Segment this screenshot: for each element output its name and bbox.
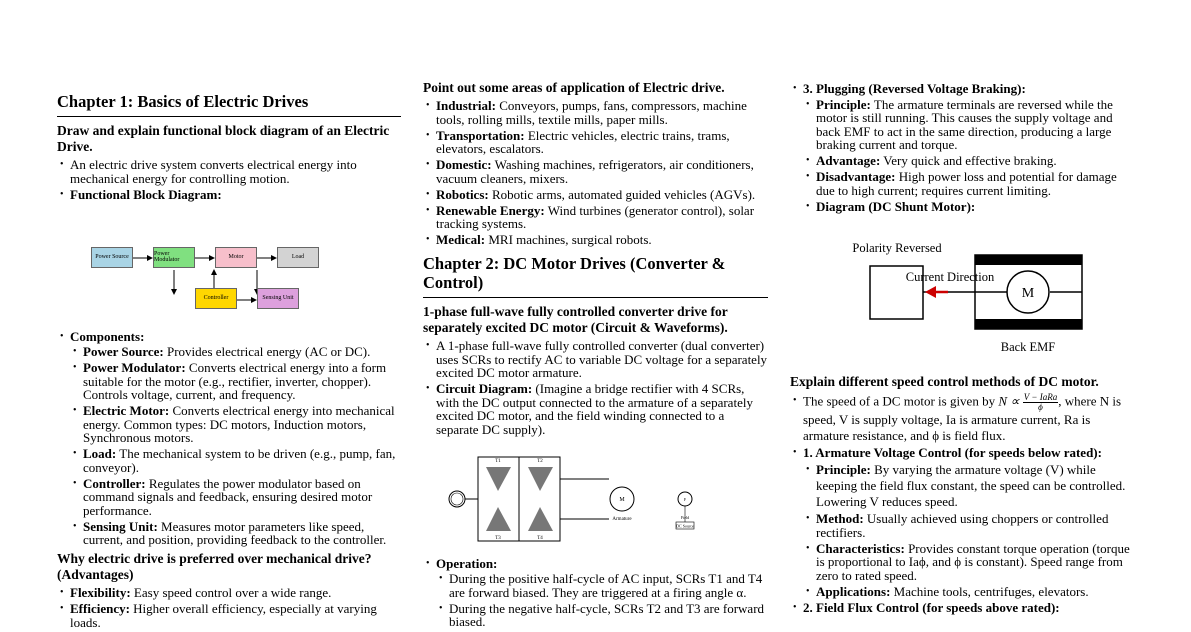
question-speed-control-title: Explain different speed control methods of DC motor. [790, 373, 1099, 389]
question-advantages-title: Why electric drive is preferred over mechanical drive? (Advantages) [57, 550, 372, 583]
label-back-emf: Back EMF [1000, 339, 1056, 354]
plugging-diagram [790, 216, 1136, 366]
scr-t2-icon [528, 467, 553, 491]
list-item: • Circuit Diagram: (Imagine a bridge rectifier with 4 SCRs, with the DC output connected to the armature of a separately excited DC motor, and the field winding connected to a separate DC supply). [423, 382, 768, 436]
plugging-circuit [790, 216, 1136, 366]
plugging-item: • Disadvantage: High power loss and potential for damage due to high current; requires current limiting. [803, 170, 1136, 197]
block-motor: Motor [215, 247, 257, 268]
component-item: • Sensing Unit: Measures motor parameters like speed, current, and position, providing feedback to the controller. [70, 520, 401, 547]
ac-source-icon [449, 491, 465, 507]
application-item: • Industrial: Conveyors, pumps, fans, compressors, machine tools, rolling mills, textile mills, paper mills. [423, 99, 768, 126]
list-item: • 1. Armature Voltage Control (for speeds below rated): • Principle: By varying the armature voltage (V) while keeping the field flux constant, the speed can be controlled. Lowering V reduces speed. • Method: Usually achieved using choppers or controlled rectifiers. • Characteristics: Provides constant torque operation (torque is proportional to Iaϕ, and ϕ is constant). Speed range from zero to rated speed. • Applications: Machine tools, centrifuges, elevators. [790, 446, 1136, 598]
component-item: • Load: The mechanical system to be driven (e.g., pump, fan, conveyor). [70, 447, 401, 474]
advantage-item: • Efficiency: Higher overall efficiency, especially at varying loads. [57, 602, 401, 629]
label-field: Field [680, 514, 690, 520]
list-item: • A 1-phase full-wave fully controlled converter (dual converter) uses SCRs to rectify AC to variable DC voltage for a separately excited DC motor armature. [423, 339, 768, 380]
label-t4: T4 [537, 535, 543, 541]
functional-block-diagram [57, 204, 401, 324]
block-controller: Controller [195, 288, 237, 309]
operation-item: • During the negative half-cycle, SCRs T2 and T3 are forward biased. [436, 602, 768, 629]
block-load: Load [277, 247, 319, 268]
label-t3: T3 [495, 535, 501, 541]
list-item: • Functional Block Diagram: [57, 188, 401, 202]
list-item: • 2. Field Flux Control (for speeds above rated): [790, 601, 1136, 615]
question-block-diagram-title: Draw and explain functional block diagram of an Electric Drive. [57, 122, 390, 155]
block-power-modulator: Power Modulator [153, 247, 195, 268]
component-item: • Power Modulator: Converts electrical energy into a form suitable for the motor (e.g., rectifier, inverter, chopper). Controls voltage, current, and frequency. [70, 361, 401, 402]
operation-item: • During the positive half-cycle of AC input, SCRs T1 and T4 are forward biased. They are triggered at a firing angle α. [436, 572, 768, 599]
application-item: • Robotics: Robotic arms, automated guided vehicles (AGVs). [423, 188, 768, 202]
label-polarity-reversed: Polarity Reversed [852, 240, 942, 255]
method-item: • Principle: By varying the armature voltage (V) while keeping the field flux constant, the speed can be controlled. Lowering V reduces speed. [803, 462, 1136, 510]
block-power-source: Power Source [91, 247, 133, 268]
label-armature: Armature [612, 516, 632, 522]
application-item: • Transportation: Electric vehicles, electric trains, trams, elevators, escalators. [423, 129, 768, 156]
application-item: • Domestic: Washing machines, refrigerators, air conditioners, vacuum cleaners, mixers. [423, 158, 768, 185]
label-motor-m: M [1021, 285, 1035, 301]
scr-t1-icon [486, 467, 511, 491]
method-item: • Characteristics: Provides constant torque operation (torque is proportional to Iaϕ, and ϕ is constant). Speed range from zero to rated speed. [803, 542, 1136, 583]
list-item: • An electric drive system converts electrical energy into mechanical energy for controlling motion. [57, 158, 401, 185]
list-item: • 3. Plugging (Reversed Voltage Braking): • Principle: The armature terminals are reversed while the motor is still running. This causes the supply voltage and back EMF to act in the same direction, producing a large braking current and torque. • Advantage: Very quick and effective braking. • Disadvantage: High power loss and potential for damage due to high current; requires current limiting. • Diagram (DC Shunt Motor): [790, 82, 1136, 213]
method-item: • Applications: Machine tools, centrifuges, elevators. [803, 585, 1136, 599]
list-item: • Operation: • During the positive half-cycle of AC input, SCRs T1 and T4 are forward biased. They are triggered at a firing angle α. • During the negative half-cycle, SCRs T2 and T3 are forward biased. [423, 557, 768, 629]
column-2 [423, 0, 768, 631]
block-sensing-unit: Sensing Unit [257, 288, 299, 309]
application-item: • Renewable Energy: Wind turbines (generator control), solar tracking systems. [423, 204, 768, 231]
label-t1: T1 [495, 458, 501, 464]
question-applications-title: Point out some areas of application of Electric drive. [423, 80, 725, 95]
label-t2: T2 [537, 458, 543, 464]
column-3 [790, 0, 1136, 617]
scr-t4-icon [528, 507, 553, 531]
application-item: • Medical: MRI machines, surgical robots. [423, 233, 768, 247]
component-item: • Power Source: Provides electrical energy (AC or DC). [70, 345, 401, 359]
scr-t3-icon [486, 507, 511, 531]
label-field-f: F [683, 496, 687, 502]
label-dc-source: DC Source [676, 523, 694, 528]
label-current-direction: Current Direction [905, 269, 995, 284]
chapter-2-title: Chapter 2: DC Motor Drives (Converter & Control) [423, 255, 768, 298]
converter-circuit-diagram [423, 439, 768, 554]
component-item: • Electric Motor: Converts electrical energy into mechanical energy. Common types: DC motors, Induction motors, Synchronous motors. [70, 404, 401, 445]
plugging-item: • Diagram (DC Shunt Motor): [803, 200, 1136, 214]
speed-formula-item: • The speed of a DC motor is given by N ∝ V − IaRa ϕ , where N is speed, V is supply voltage, Ia is armature current, Ra is armature resistance, and ϕ is field flux. [790, 393, 1136, 444]
list-item: • Components: • Power Source: Provides electrical energy (AC or DC). • Power Modulator: Converts electrical energy into a form suitable for the motor (e.g., rectifier, inverter, chopper). Controls voltage, current, and frequency. • Electric Motor: Converts electrical energy into mechanical energy. Common types: DC motors, Induction motors, Synchronous motors. • Load: The mechanical system to be driven (e.g., pump, fan, conveyor). • Controller: Regulates the power modulator based on command signals and feedback, ensuring desired motor performance. • Sensing Unit: Measures motor parameters like speed, current, and position, providing feedback to the controller. [57, 330, 401, 547]
method-item: • Method: Usually achieved using choppers or controlled rectifiers. [803, 512, 1136, 539]
advantage-item: • Flexibility: Easy speed control over a wide range. [57, 586, 401, 600]
column-1 [57, 0, 401, 632]
plugging-item: • Advantage: Very quick and effective braking. [803, 154, 1136, 168]
scr-bridge-circuit [423, 439, 768, 554]
current-arrow-icon [925, 286, 936, 298]
plugging-item: • Principle: The armature terminals are reversed while the motor is still running. This causes the supply voltage and back EMF to act in the same direction, producing a large braking current and torque. [803, 98, 1136, 152]
question-converter-title: 1-phase full-wave fully controlled converter drive for separately excited DC motor (Circuit & Waveforms). [423, 303, 728, 335]
chapter-1-title: Chapter 1: Basics of Electric Drives [57, 93, 401, 117]
component-item: • Controller: Regulates the power modulator based on command signals and feedback, ensuring desired motor performance. [70, 477, 401, 518]
label-motor-m: M [619, 496, 625, 503]
speed-fraction: V − IaRa ϕ [1023, 391, 1058, 412]
